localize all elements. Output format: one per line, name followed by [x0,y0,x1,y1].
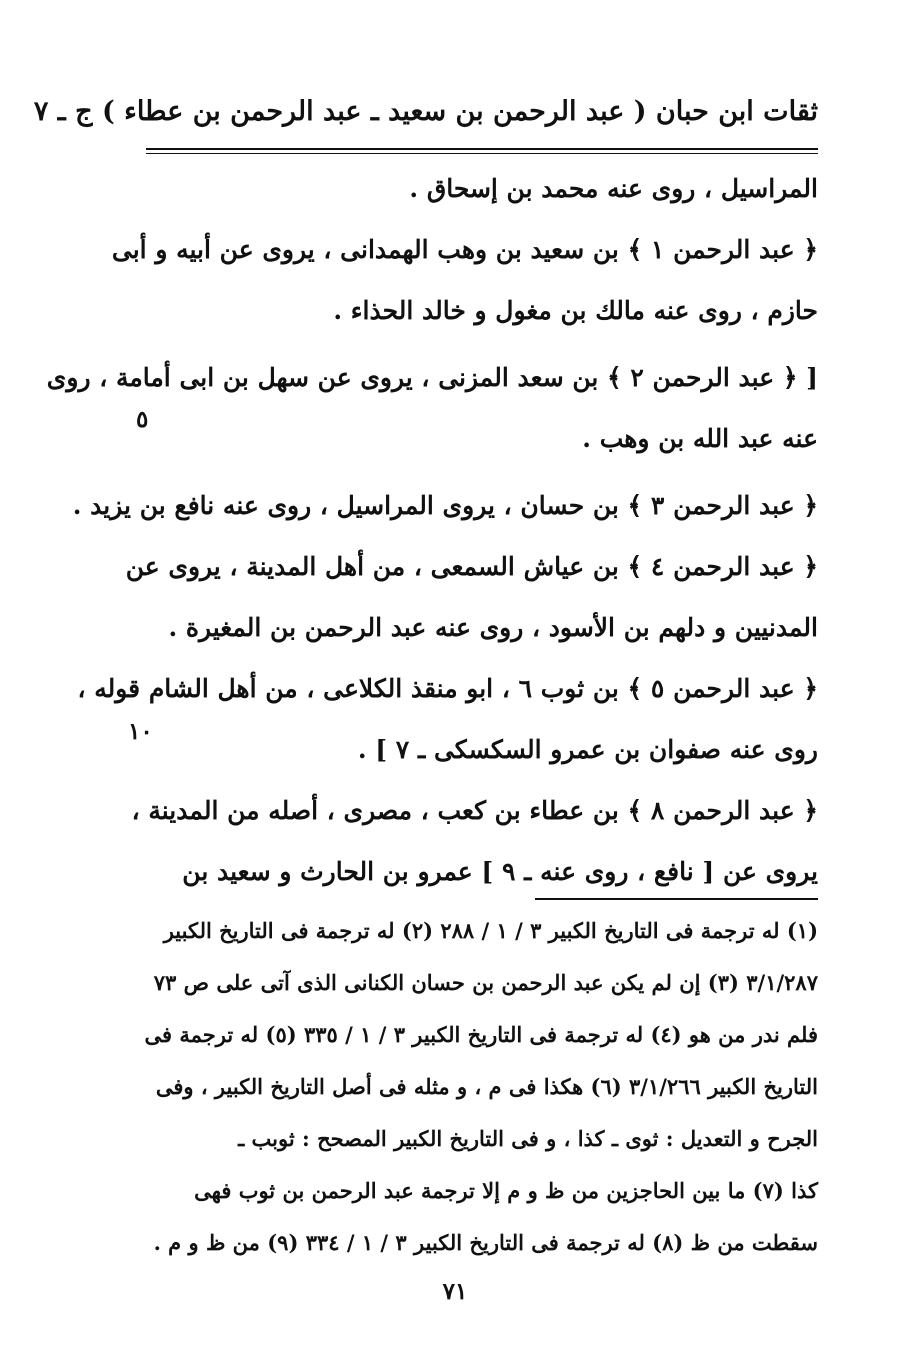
text-line: عنه عبد الله بن وهب . [582,424,818,453]
footnote-line: التاريخ الكبير ٣/١/٢٦٦ (٦) هكذا فى م ، و مثله فى أصل التاريخ الكبير ، وفى [155,1074,818,1099]
line-number-5: ٥ [136,406,149,433]
text-line: ﴿ عبد الرحمن ٥ ﴾ بن ثوب ٦ ، ابو منقذ الكلاعى ، من أهل الشام قوله ، [77,674,818,703]
text-line: يروى عن [ نافع ، روى عنه ـ ٩ ] عمرو بن الحارث و سعيد بن [182,857,818,886]
text-line: ﴿ عبد الرحمن ٨ ﴾ بن عطاء بن كعب ، مصرى ، أصله من المدينة ، [131,796,818,825]
header-rule-thin [146,153,818,154]
line-number-10: ١٠ [128,718,153,745]
text-line: [ ﴿ عبد الرحمن ٢ ﴾ بن سعد المزنى ، يروى عن سهل بن ابى أمامة ، روى [46,363,818,392]
text-line: المدنيين و دلهم بن الأسود ، روى عنه عبد الرحمن بن المغيرة . [168,613,818,642]
footnote-line: كذا (٧) ما بين الحاجزين من ظ و م إلا ترجمة عبد الرحمن بن ثوب فهى [194,1178,818,1203]
footnote-rule [535,898,818,900]
footnote-line: ٣/١/٢٨٧ (٣) إن لم يكن عبد الرحمن بن حسان الكنانى الذى آتى على ص ٧٣ [153,970,818,995]
footnote-line: الجرح و التعديل : ثوى ـ كذا ، و فى التاريخ الكبير المصحح : ثوبب ـ [238,1126,818,1151]
header-rule [146,148,818,150]
footnote-line: (١) له ترجمة فى التاريخ الكبير ٣ / ١ / ٢٨٨ (٢) له ترجمة فى التاريخ الكبير [163,918,818,943]
text-line: المراسيل ، روى عنه محمد بن إسحاق . [409,174,818,203]
page-number: ٧١ [442,1278,468,1305]
footnotes [144,905,818,1269]
text-line: ﴿ عبد الرحمن ١ ﴾ بن سعيد بن وهب الهمدانى ، يروى عن أبيه و أبى [111,235,818,264]
text-line: روى عنه صفوان بن عمرو السكسكى ـ ٧ ] . [357,735,818,764]
text-line: ﴿ عبد الرحمن ٤ ﴾ بن عياش السمعى ، من أهل المدينة ، يروى عن [125,552,818,581]
running-header: ثقات ابن حبان ( عبد الرحمن بن سعيد ـ عبد الرحمن بن عطاء ) ج ـ ٧ [33,96,818,127]
footnote-line: فلم ندر من هو (٤) له ترجمة فى التاريخ الكبير ٣ / ١ / ٣٣٥ (٥) له ترجمة فى [144,1022,818,1047]
text-line: ﴿ عبد الرحمن ٣ ﴾ بن حسان ، يروى المراسيل ، روى عنه نافع بن يزيد . [72,491,818,520]
footnote-line: سقطت من ظ (٨) له ترجمة فى التاريخ الكبير ٣ / ١ / ٣٣٤ (٩) من ظ و م . [153,1230,818,1255]
text-line: حازم ، روى عنه مالك بن مغول و خالد الحذاء . [333,296,818,325]
